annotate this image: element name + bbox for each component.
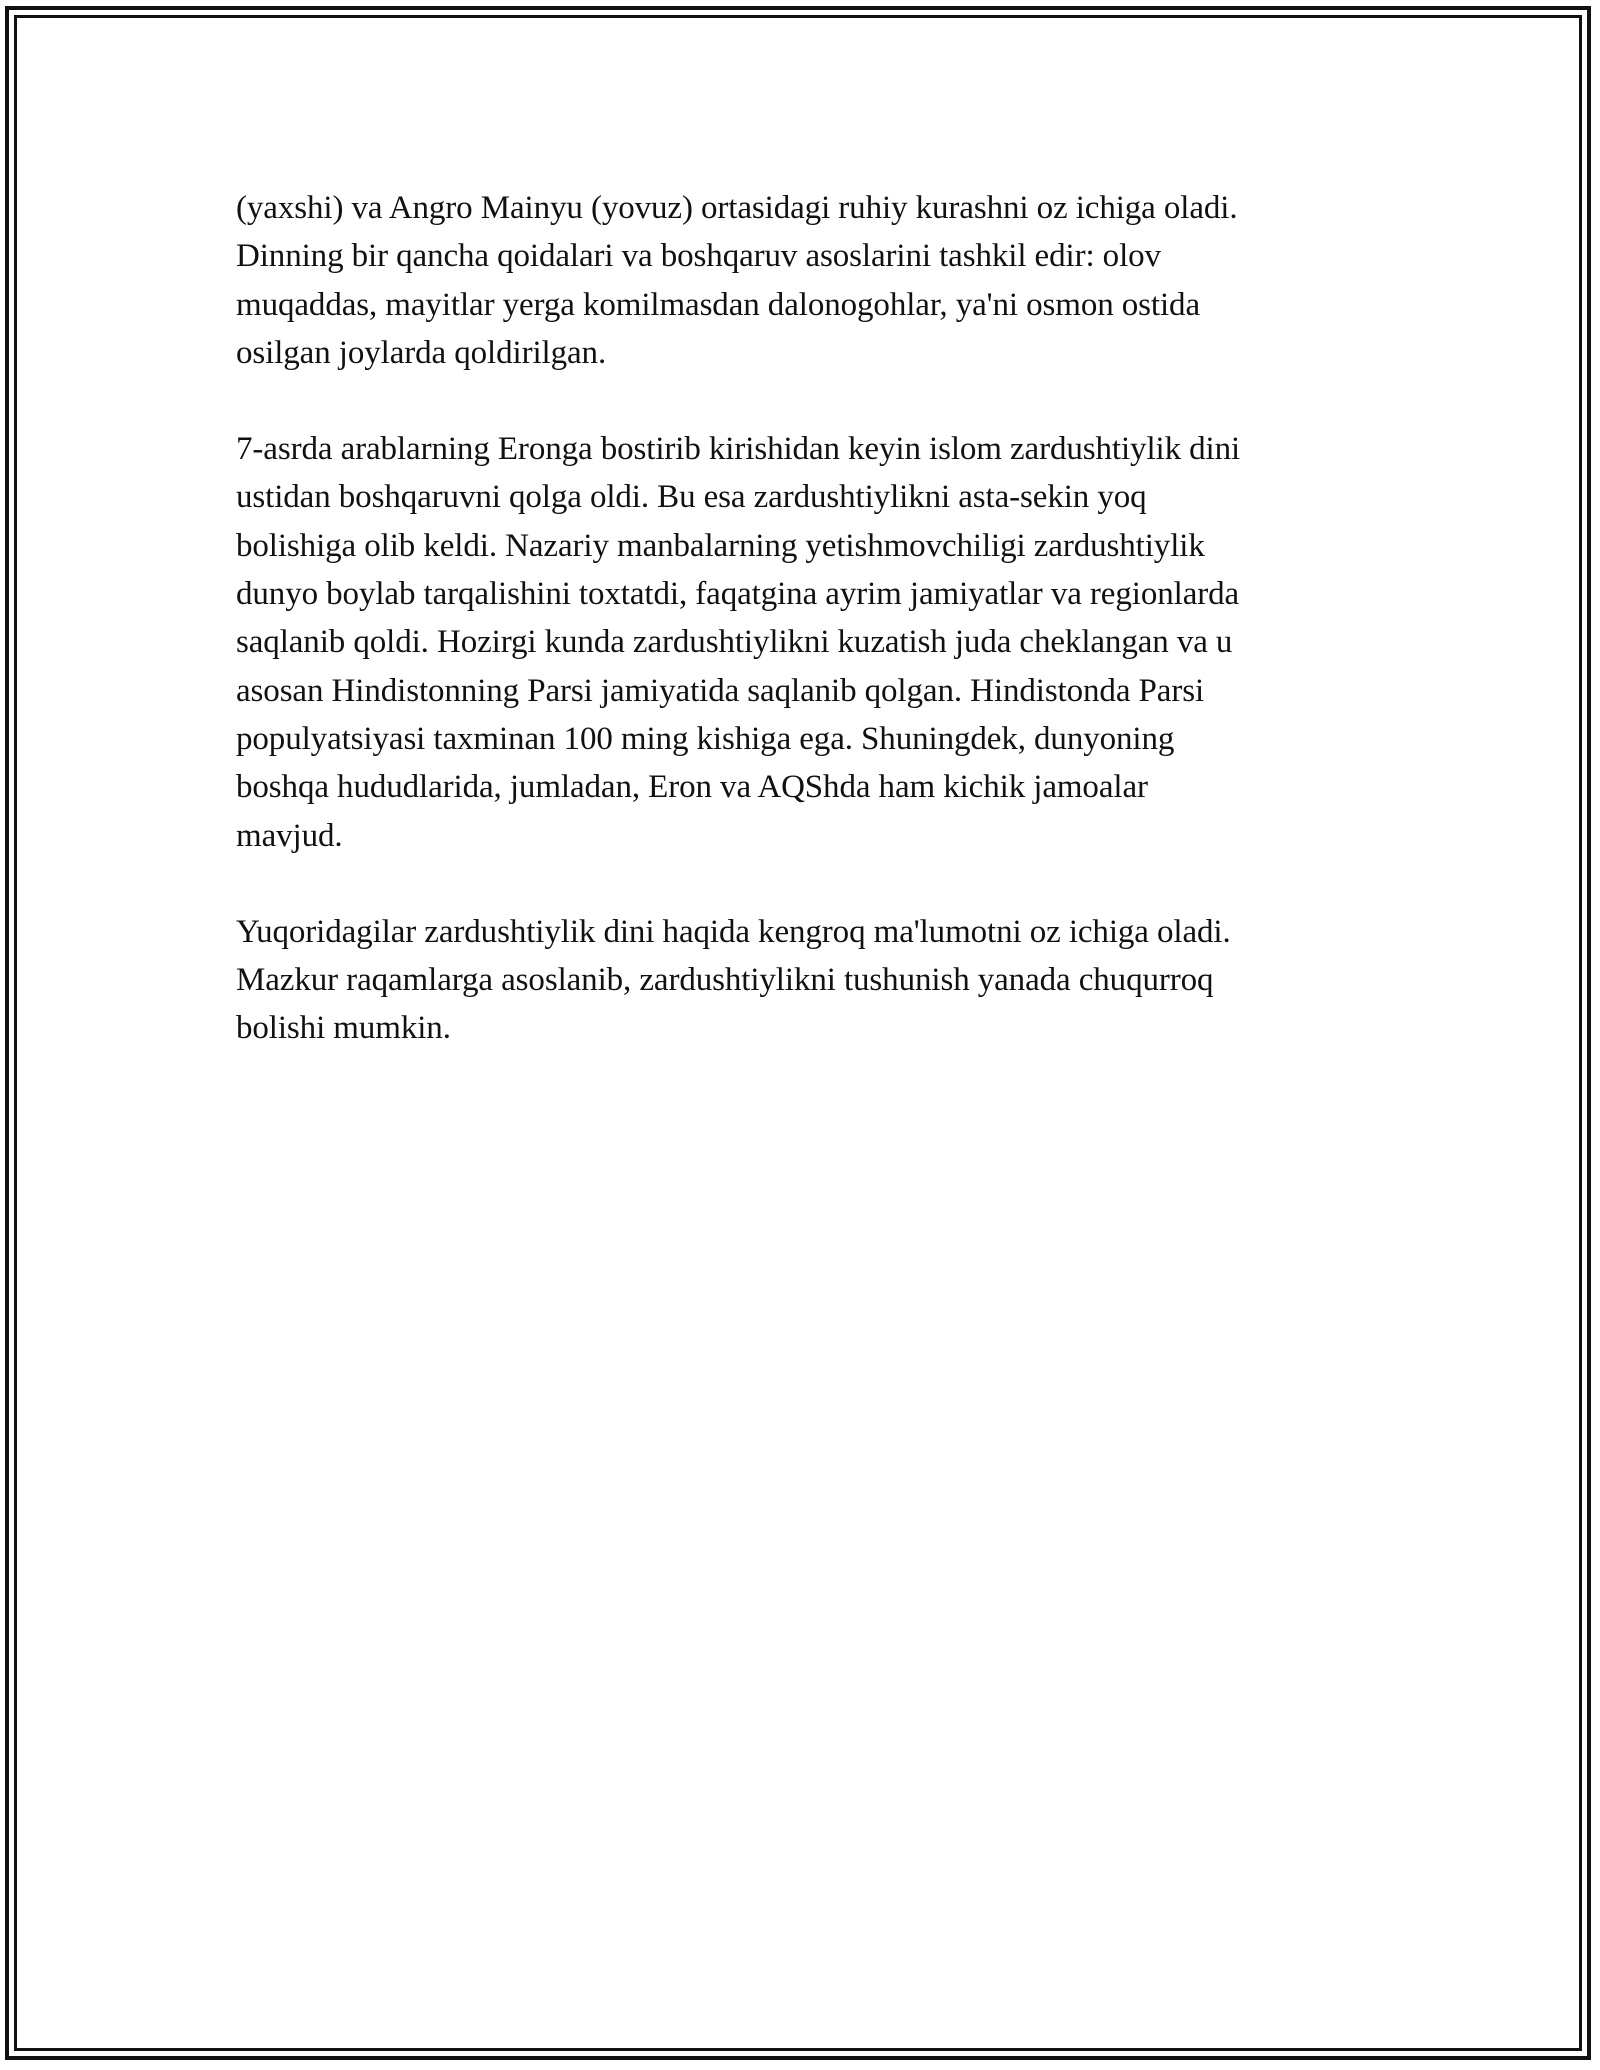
document-body xyxy=(236,184,1376,1101)
paragraph-3: Yuqoridagilar zardushtiylik dini haqida kengroq ma'lumotni oz ichiga oladi. Mazkur raqamlarga asoslanib, zardushtiylikni tushunish yanada chuqurroq bolishi mumkin. xyxy=(236,913,1231,1047)
paragraph-1: (yaxshi) va Angro Mainyu (yovuz) ortasidagi ruhiy kurashni oz ichiga oladi. Dinning bir qancha qoidalari va boshqaruv asoslarini tashkil edir: olov muqaddas, mayitlar yerga komilmasdan dalonogohlar, ya'ni osmon ostida osilgan joylarda qoldirilgan. xyxy=(236,190,1238,371)
paragraph-2: 7-asrda arablarning Eronga bostirib kirishidan keyin islom zardushtiylik dini ustidan boshqaruvni qolga oldi. Bu esa zardushtiylikni asta-sekin yoq bolishiga olib keldi. Nazariy manbalarning yetishmovchiligi zardushtiylik dunyo boylab tarqalishini toxtatdi, faqatgina ayrim jamiyatlar va regionlarda saqlanib qoldi. Hozirgi kunda zardushtiylikni kuzatish juda cheklangan va u asosan Hindistonning Parsi jamiyatida saqlanib qolgan. Hindistonda Parsi populyatsiyasi taxminan 100 ming kishiga ega. Shuningdek, dunyoning boshqa hududlarida, jumladan, Eron va AQShda ham kichik jamoalar mavjud. xyxy=(236,431,1241,854)
